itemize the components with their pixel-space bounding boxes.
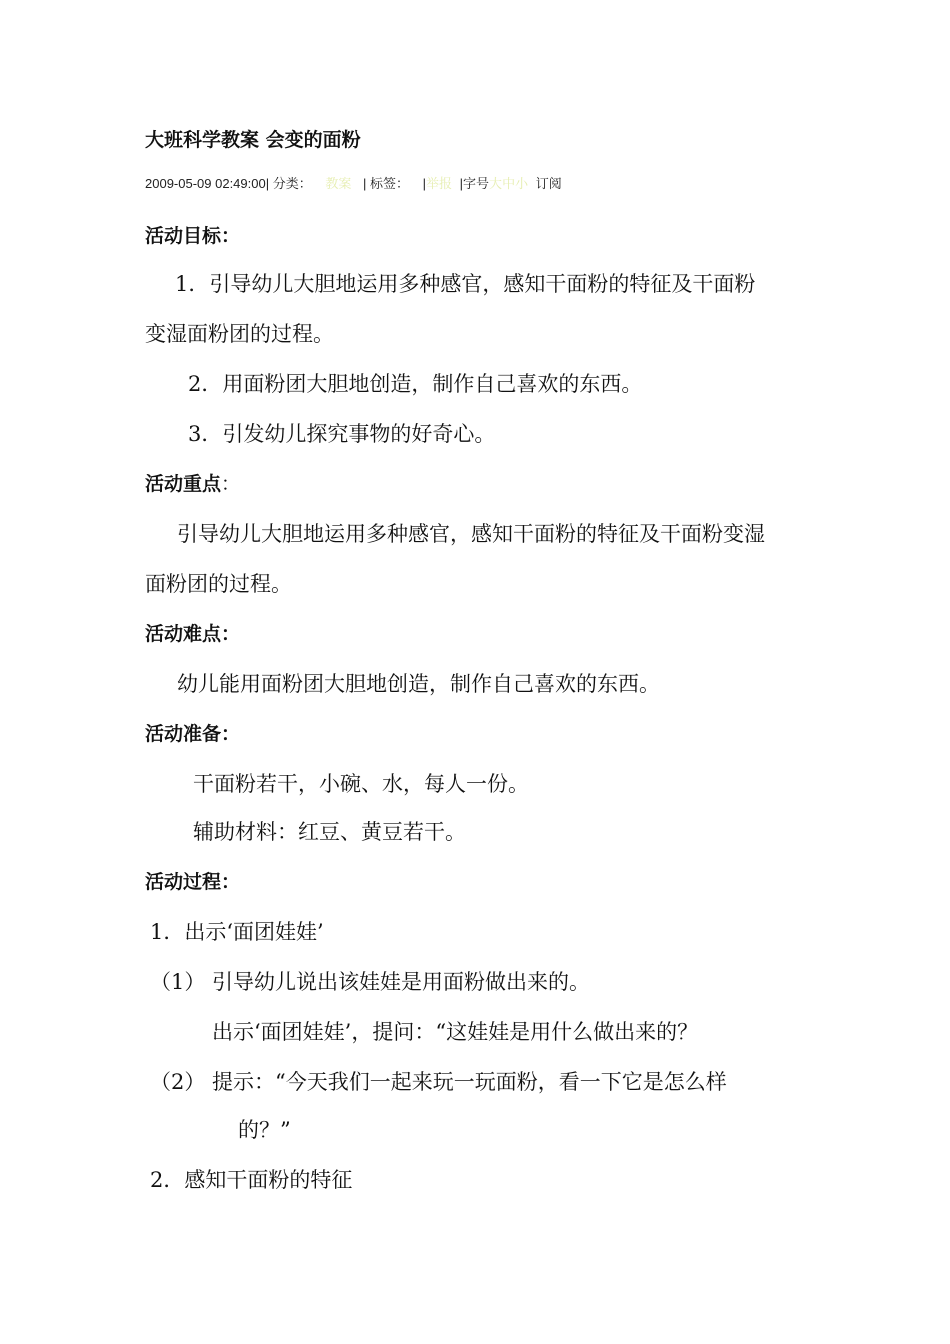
process-substep-1: （1） 引导幼儿说出该娃娃是用面粉做出来的。 bbox=[150, 970, 591, 994]
meta-separator: | bbox=[422, 176, 426, 191]
preparation-item-2: 辅助材料：红豆、黄豆若干。 bbox=[193, 820, 466, 844]
process-substep-1-continued: 出示‘面团娃娃’，提问：“这娃娃是用什么做出来的？ bbox=[212, 1020, 699, 1044]
report-link[interactable]: 举报 bbox=[426, 176, 453, 191]
difficulty-text: 幼儿能用面粉团大胆地创造，制作自己喜欢的东西。 bbox=[177, 672, 660, 696]
font-size-medium-link[interactable]: 中 bbox=[502, 176, 516, 191]
goal-item-3: 3．引发幼儿探究事物的好奇心。 bbox=[188, 422, 496, 446]
subscribe-link[interactable]: 订阅 bbox=[535, 176, 562, 191]
process-step-2: 2．感知干面粉的特征 bbox=[150, 1168, 353, 1192]
meta-separator: | bbox=[265, 176, 270, 191]
tags-label: | 标签： bbox=[359, 176, 409, 191]
post-meta-bar bbox=[145, 174, 562, 194]
key-point-text: 引导幼儿大胆地运用多种感官，感知干面粉的特征及干面粉变湿 bbox=[177, 522, 765, 546]
process-step-1: 1．出示‘面团娃娃’ bbox=[150, 920, 324, 944]
process-substep-2: （2） 提示：“今天我们一起来玩一玩面粉，看一下它是怎么样 bbox=[150, 1070, 727, 1094]
category-link[interactable]: 教案 bbox=[325, 176, 352, 191]
preparation-heading: 活动准备： bbox=[145, 723, 241, 745]
document-title: 大班科学教案 会变的面粉 bbox=[145, 129, 361, 151]
post-datetime: 2009-05-09 02:49:00 bbox=[145, 176, 266, 191]
category-label: 分类： bbox=[269, 176, 312, 191]
font-size-label: 字号 bbox=[463, 176, 490, 191]
goal-item-1: 1．引导幼儿大胆地运用多种感官，感知干面粉的特征及干面粉 bbox=[175, 272, 756, 296]
preparation-item-1: 干面粉若干，小碗、水，每人一份。 bbox=[193, 772, 529, 796]
meta-separator: | bbox=[459, 176, 464, 191]
key-point-heading bbox=[145, 470, 240, 498]
font-size-small-link[interactable]: 小 bbox=[515, 176, 529, 191]
font-size-large-link[interactable]: 大 bbox=[489, 176, 503, 191]
difficulty-heading: 活动难点： bbox=[145, 623, 241, 645]
goal-item-2: 2．用面粉团大胆地创造，制作自己喜欢的东西。 bbox=[188, 372, 643, 396]
key-point-text-continued: 面粉团的过程。 bbox=[145, 572, 292, 596]
key-point-heading-colon: ： bbox=[221, 473, 241, 495]
key-point-heading-text: 活动重点 bbox=[145, 473, 222, 495]
process-substep-2-continued: 的？” bbox=[238, 1118, 291, 1142]
goals-heading: 活动目标： bbox=[145, 225, 241, 247]
process-heading: 活动过程： bbox=[145, 871, 241, 893]
goal-item-1-continued: 变湿面粉团的过程。 bbox=[145, 322, 334, 346]
